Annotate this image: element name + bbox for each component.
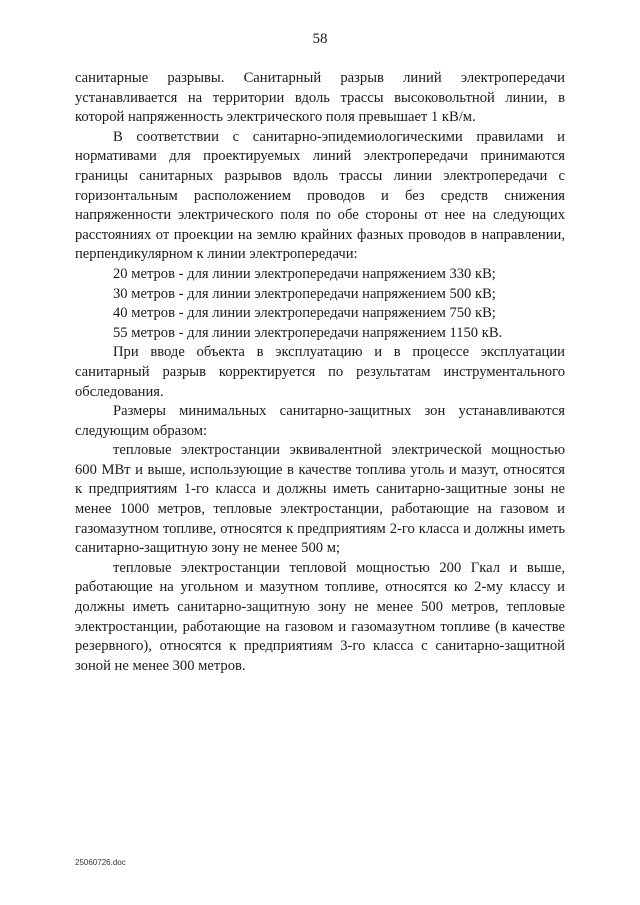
page-number: 58	[312, 31, 328, 47]
paragraph-zone-sizes: Размеры минимальных санитарно-защитных зон устанавливаются следующим образом:	[75, 403, 565, 439]
paragraph-continuation: санитарные разрывы. Санитарный разрыв линий электропередачи устанавливается на территории вдоль трассы высоковольтной линии, в которой напряженность электрического поля превышает 1 кВ/м.	[75, 70, 565, 126]
distance-list-item: 55 метров - для линии электропередачи напряжением 1150 кВ.	[113, 324, 503, 341]
paragraph-thermal-plants-600mw: тепловые электростанции эквивалентной электрической мощностью 600 МВт и выше, использующие в качестве топлива уголь и мазут, относятся к предприятиям 1-го класса и должны иметь санитарно-защитные зоны не менее 1000 метров, тепловые электростанции, работающие на газовом и газомазутном топливе, относятся к предприятиям 2-го класса и должны иметь санитарно-защитную зону не менее 500 м;	[75, 442, 565, 557]
paragraph-sanitary-norms: В соответствии с санитарно-эпидемиологическими правилами и нормативами для проектируемых линий электропередачи принимаются границы санитарных разрывов вдоль трассы линии электропередачи с горизонтальным расположением проводов и без средств снижения напряженности электрического поля по обе стороны от нее на следующих расстояниях от проекции на землю крайних фазных проводов в направлении, перпендикулярном к линии электропередачи:	[75, 128, 565, 263]
distance-list-item: 30 метров - для линии электропередачи напряжением 500 кВ;	[113, 285, 496, 302]
distance-list-item: 20 метров - для линии электропередачи напряжением 330 кВ;	[113, 265, 496, 282]
paragraph-commissioning: При вводе объекта в эксплуатацию и в процессе эксплуатации санитарный разрыв корректируется по результатам инструментального обследования.	[75, 344, 565, 400]
paragraph-thermal-plants-200gcal: тепловые электростанции тепловой мощностью 200 Гкал и выше, работающие на угольном и мазутном топливе, относятся ко 2-му классу и должны иметь санитарно-защитную зону не менее 500 метров, тепловые электростанции, работающие на газовом и газомазутном топливе (в качестве резервного), относятся к предприятиям 3-го класса с санитарно-защитной зоной не менее 300 метров.	[75, 559, 565, 674]
document-body	[75, 69, 565, 676]
distance-list-item: 40 метров - для линии электропередачи напряжением 750 кВ;	[113, 305, 496, 322]
file-name-footer: 25060726.doc	[75, 858, 126, 867]
